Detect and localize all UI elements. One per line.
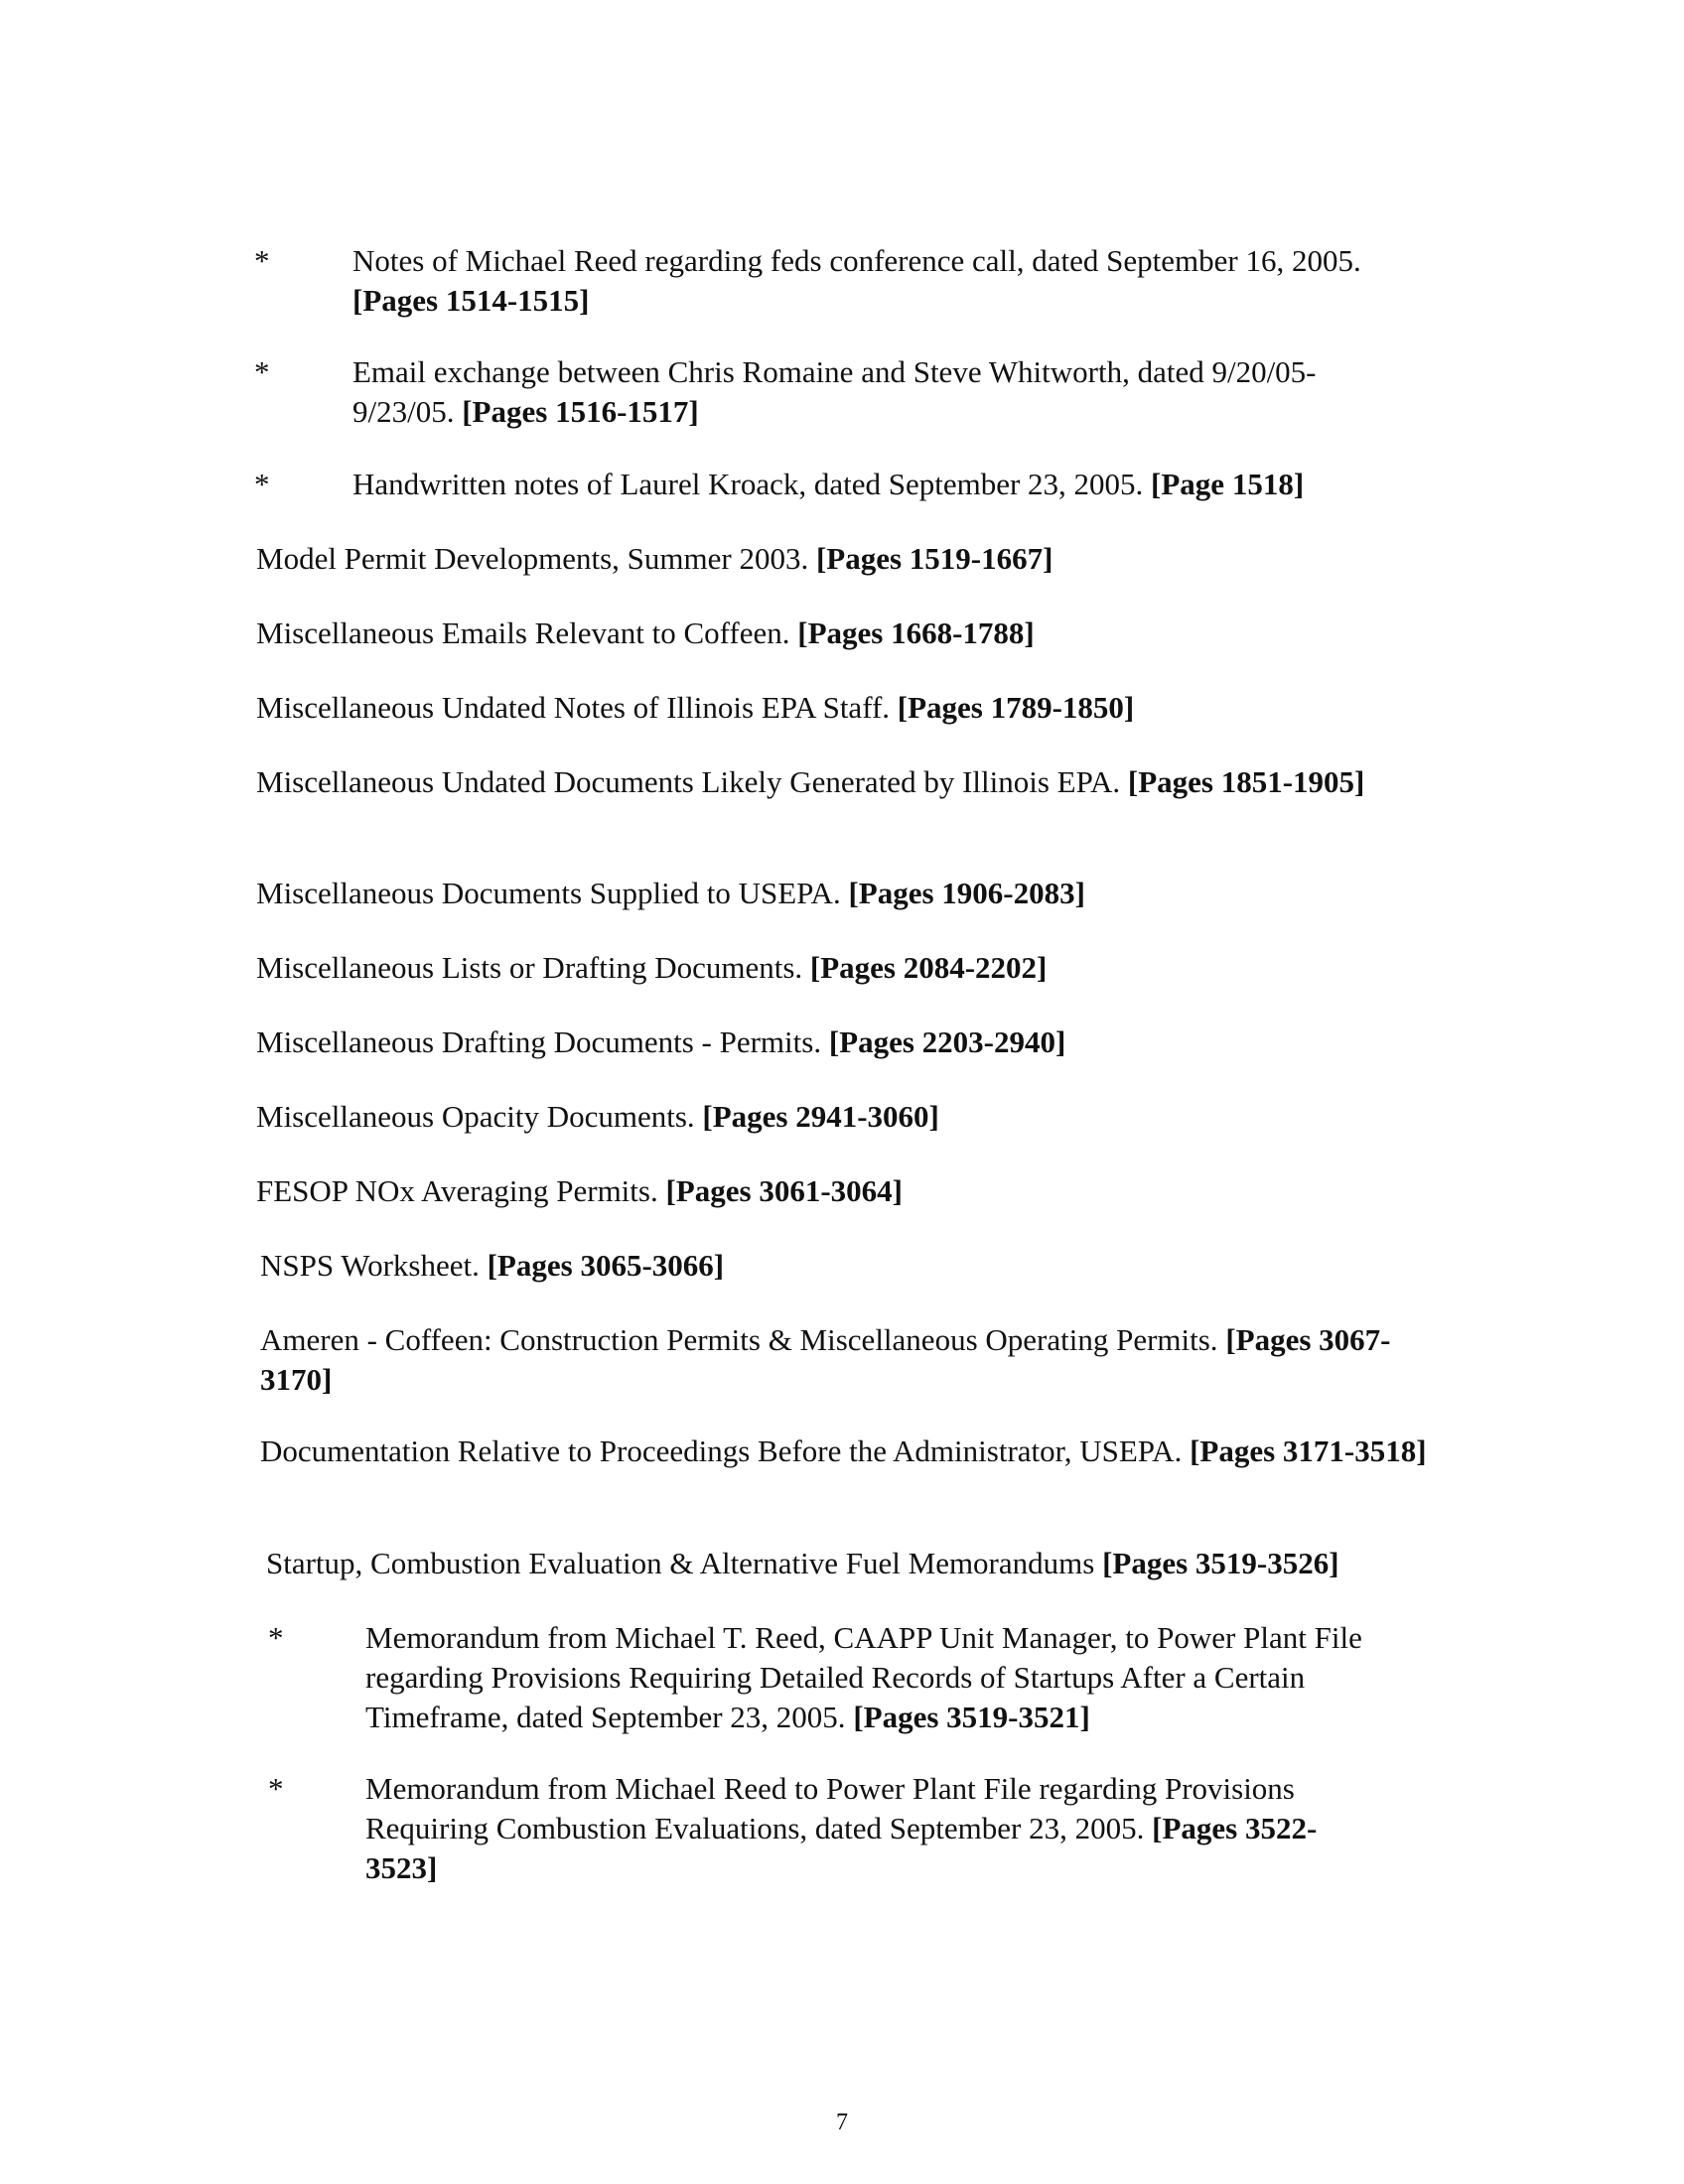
index-entry [256, 948, 1448, 988]
entry-page-range: [Pages 1514-1515] [352, 283, 590, 318]
entry-text: Ameren - Coffeen: Construction Permits & Miscellaneous Operating Permits. [260, 1322, 1218, 1357]
index-entry [260, 1432, 1432, 1471]
entry-page-range: [Pages 3065-3066] [487, 1248, 725, 1283]
entry-text: NSPS Worksheet. [260, 1248, 480, 1283]
entry-page-range: [Pages 2084-2202] [809, 950, 1048, 985]
bullet-marker: * [254, 354, 270, 389]
entry-text: Miscellaneous Documents Supplied to USEPA. [256, 876, 841, 910]
bullet-marker: * [268, 1771, 284, 1806]
bullet-marker: * [254, 467, 270, 501]
entry-text: Miscellaneous Emails Relevant to Coffeen. [256, 615, 790, 650]
bullet-marker: * [268, 1620, 284, 1655]
entry-text: Memorandum from Michael T. Reed, CAAPP Unit Manager, to Power Plant File regarding Provisions Requiring Detailed Records of Startups After a Certain Timeframe, dated September 23, 2005. [365, 1620, 1362, 1734]
entry-page-range: [Pages 1789-1850] [897, 690, 1135, 725]
entry-page-range: [Pages 3171-3518] [1190, 1433, 1427, 1468]
bullet-marker: * [254, 243, 270, 278]
index-entry [256, 874, 1448, 913]
index-entry [365, 1618, 1438, 1737]
index-entry [256, 1023, 1448, 1062]
entry-page-range: [Pages 2941-3060] [702, 1099, 939, 1134]
entry-page-range: [Pages 1851-1905] [1127, 764, 1365, 799]
index-entry [256, 762, 1388, 802]
entry-page-range: [Pages 3522-3523] [365, 1811, 1318, 1885]
index-entry [352, 465, 1494, 504]
index-entry [256, 1097, 1448, 1137]
entry-page-range: [Pages 1906-2083] [848, 876, 1085, 910]
index-entry [266, 1544, 1458, 1583]
entry-text: Miscellaneous Opacity Documents. [256, 1099, 695, 1134]
entry-text: Documentation Relative to Proceedings Before the Administrator, USEPA. [260, 1433, 1183, 1468]
index-entry [352, 352, 1385, 432]
entry-text: Model Permit Developments, Summer 2003. [256, 541, 809, 576]
index-entry [365, 1769, 1378, 1888]
entry-page-range: [Pages 3519-3521] [853, 1700, 1090, 1734]
index-entry [256, 688, 1448, 728]
entry-text: Email exchange between Chris Romaine and Steve Whitworth, dated 9/20/05-9/23/05. [352, 354, 1317, 429]
index-entry [256, 1171, 1448, 1211]
entry-text: Miscellaneous Undated Documents Likely Generated by Illinois EPA. [256, 764, 1121, 799]
entry-text: FESOP NOx Averaging Permits. [256, 1173, 658, 1208]
entry-text: Miscellaneous Undated Notes of Illinois EPA Staff. [256, 690, 891, 725]
entry-text: Notes of Michael Reed regarding feds conference call, dated September 16, 2005. [352, 243, 1361, 278]
page-number: 7 [836, 2110, 848, 2135]
entry-text: Miscellaneous Drafting Documents - Permits. [256, 1024, 822, 1059]
index-entry [256, 614, 1448, 653]
entry-page-range: [Pages 3067-3170] [260, 1322, 1391, 1397]
entry-page-range: [Pages 1516-1517] [462, 394, 699, 429]
entry-text: Miscellaneous Lists or Drafting Documents. [256, 950, 803, 985]
entry-page-range: [Pages 2203-2940] [828, 1024, 1066, 1059]
entry-text: Memorandum from Michael Reed to Power Plant File regarding Provisions Requiring Combustion Evaluations, dated September 23, 2005. [365, 1771, 1295, 1845]
entry-text: Startup, Combustion Evaluation & Alternative Fuel Memorandums [266, 1546, 1095, 1580]
entry-page-range: [Page 1518] [1151, 467, 1305, 501]
entry-page-range: [Pages 3519-3526] [1102, 1546, 1339, 1580]
entry-page-range: [Pages 1519-1667] [815, 541, 1053, 576]
entry-text: Handwritten notes of Laurel Kroack, dated September 23, 2005. [352, 467, 1144, 501]
index-entry [260, 1246, 1452, 1286]
entry-page-range: [Pages 1668-1788] [797, 615, 1035, 650]
entry-page-range: [Pages 3061-3064] [665, 1173, 903, 1208]
index-entry [260, 1320, 1392, 1400]
index-entry [352, 241, 1445, 321]
index-entry [256, 539, 1448, 579]
